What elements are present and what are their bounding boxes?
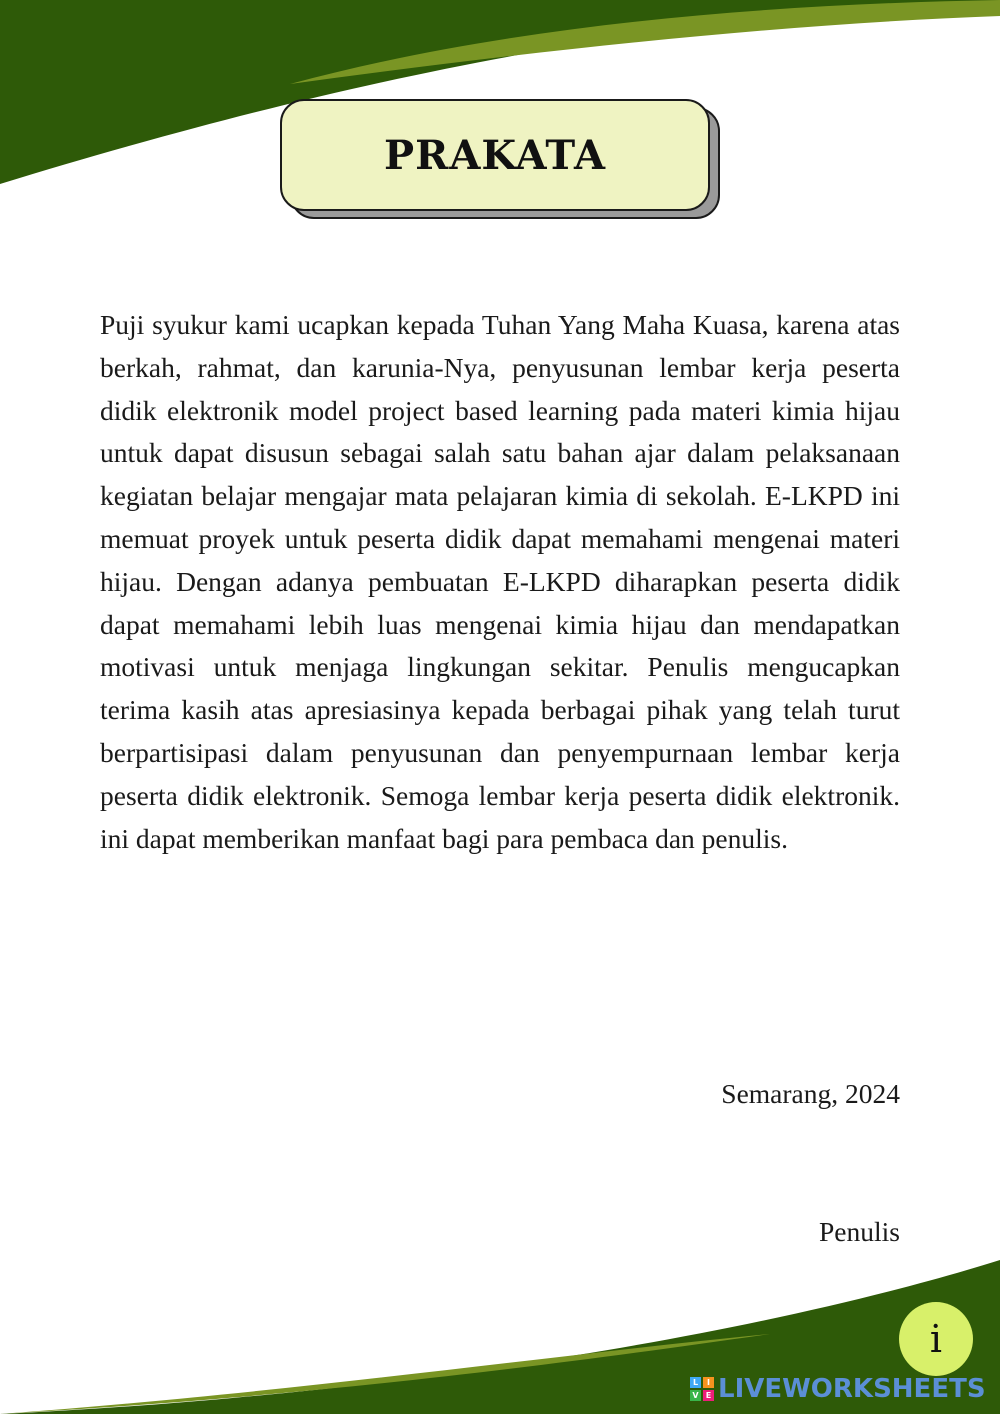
logo-letter: I <box>703 1377 714 1388</box>
page-title: PRAKATA <box>384 131 606 179</box>
logo-letter: V <box>690 1390 701 1401</box>
info-button[interactable] <box>899 1302 973 1376</box>
title-banner <box>280 99 710 211</box>
logo-letter: E <box>703 1390 714 1401</box>
place-date: Semarang, 2024 <box>721 1078 900 1109</box>
liveworksheets-branding[interactable] <box>690 1374 986 1404</box>
preface-paragraph: Puji syukur kami ucapkan kepada Tuhan Yang Maha Kuasa, karena atas berkah, rahmat, dan karunia-Nya, penyusunan lembar kerja peserta didik elektronik model project based learning pada materi kimia hijau untuk dapat disusun sebagai salah satu bahan ajar dalam pelaksanaan kegiatan belajar mengajar mata pelajaran kimia di sekolah. E-LKPD ini memuat proyek untuk peserta didik dapat memahami mengenai materi hijau. Dengan adanya pembuatan E-LKPD diharapkan peserta didik dapat memahami lebih luas mengenai kimia hijau dan mendapatkan motivasi untuk menjaga lingkungan sekitar. Penulis mengucapkan terima kasih atas apresiasinya kepada berbagai pihak yang telah turut berpartisipasi dalam penyusunan dan penyempurnaan lembar kerja peserta didik elektronik. Semoga lembar kerja peserta didik elektronik. ini dapat memberikan manfaat bagi para pembaca dan penulis. <box>100 309 900 854</box>
liveworksheets-wordmark: LIVEWORKSHEETS <box>718 1374 986 1404</box>
logo-letter: L <box>690 1377 701 1388</box>
title-banner-box <box>280 99 710 211</box>
author-signature: Penulis <box>819 1216 900 1247</box>
liveworksheets-logo-icon <box>690 1377 714 1401</box>
info-icon: i <box>929 1317 943 1361</box>
